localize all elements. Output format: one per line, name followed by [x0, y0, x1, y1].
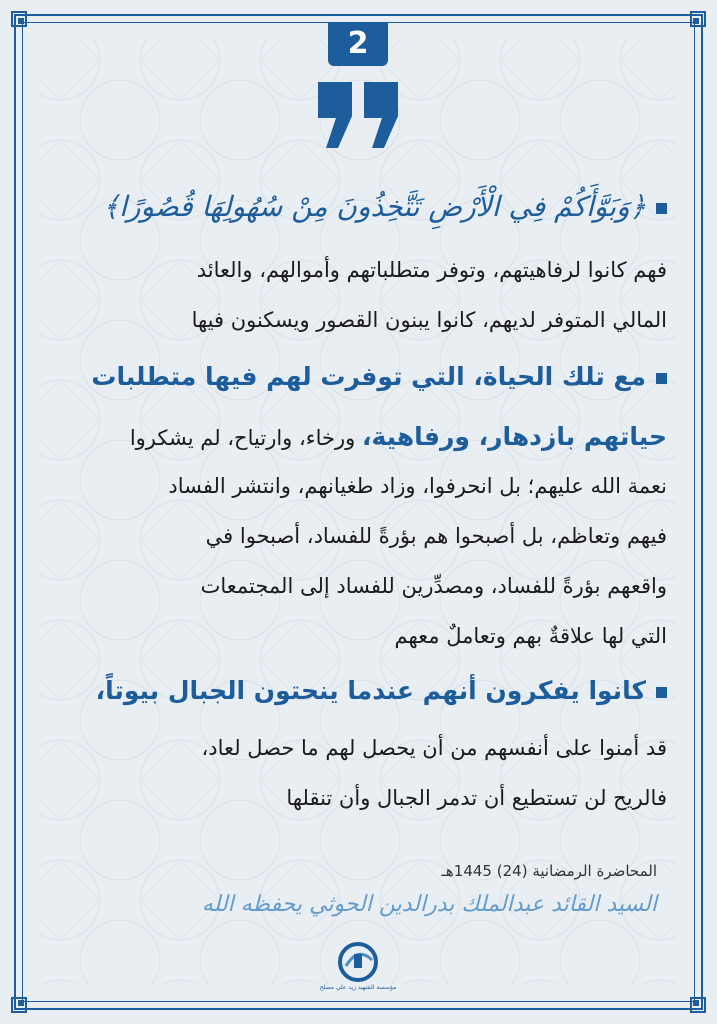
bullet-icon: [656, 687, 667, 698]
paragraph2-line: نعمة الله عليهم؛ بل انحرفوا، وزاد طغيانهم، وانتشر الفساد: [168, 474, 667, 498]
paragraph2-line: فيهم وتعاظم، بل أصبحوا هم بؤرةً للفساد، أصبحوا في: [205, 524, 667, 548]
bullet-icon: [656, 203, 667, 214]
paragraph1-line: المالي المتوفر لديهم، كانوا يبنون القصور ويسكنون فيها: [191, 308, 667, 332]
paragraph3-line: فالريح لن تستطيع أن تدمر الجبال وأن تنقلها: [286, 786, 667, 810]
paragraph1-line: فهم كانوا لرفاهيتهم، وتوفر متطلباتهم وأموالهم، والعائد: [196, 258, 667, 282]
quran-verse: ﴿وَبَوَّأَكُمْ فِي الْأَرْضِ تَتَّخِذُونَ مِنْ سُهُولِهَا قُصُورًا﴾: [47, 190, 667, 223]
emphasis-text: حياتهم بازدهار، ورفاهية،: [361, 422, 667, 451]
paragraph2-line: حياتهم بازدهار، ورفاهية، ورخاء، وارتياح، لم يشكروا: [129, 422, 667, 451]
speaker-signature: السيد القائد عبدالملك بدرالدين الحوثي يحفظه الله: [201, 892, 657, 917]
paragraph2-line: واقعهم بؤرةً للفساد، ومصدِّرين للفساد إلى المجتمعات: [200, 574, 667, 598]
quotation-mark-icon: [308, 72, 408, 152]
lecture-source: المحاضرة الرمضانية (24) 1445هـ: [441, 862, 657, 880]
section-heading: كانوا يفكرون أنهم عندما ينحتون الجبال بيوتاً،: [47, 676, 667, 705]
content-page: [30, 26, 687, 994]
foundation-logo: [328, 940, 388, 988]
logo-caption: مؤسسة الشهيد زيد علي مصلح: [319, 984, 397, 991]
bullet-icon: [656, 373, 667, 384]
section-heading: مع تلك الحياة، التي توفرت لهم فيها متطلبات: [47, 362, 667, 391]
page-number-badge: 2: [328, 22, 388, 66]
paragraph3-line: قد أمنوا على أنفسهم من أن يحصل لهم ما حصل لعاد،: [201, 736, 667, 760]
paragraph2-line: التي لها علاقةٌ بهم وتعاملٌ معهم: [394, 624, 667, 648]
